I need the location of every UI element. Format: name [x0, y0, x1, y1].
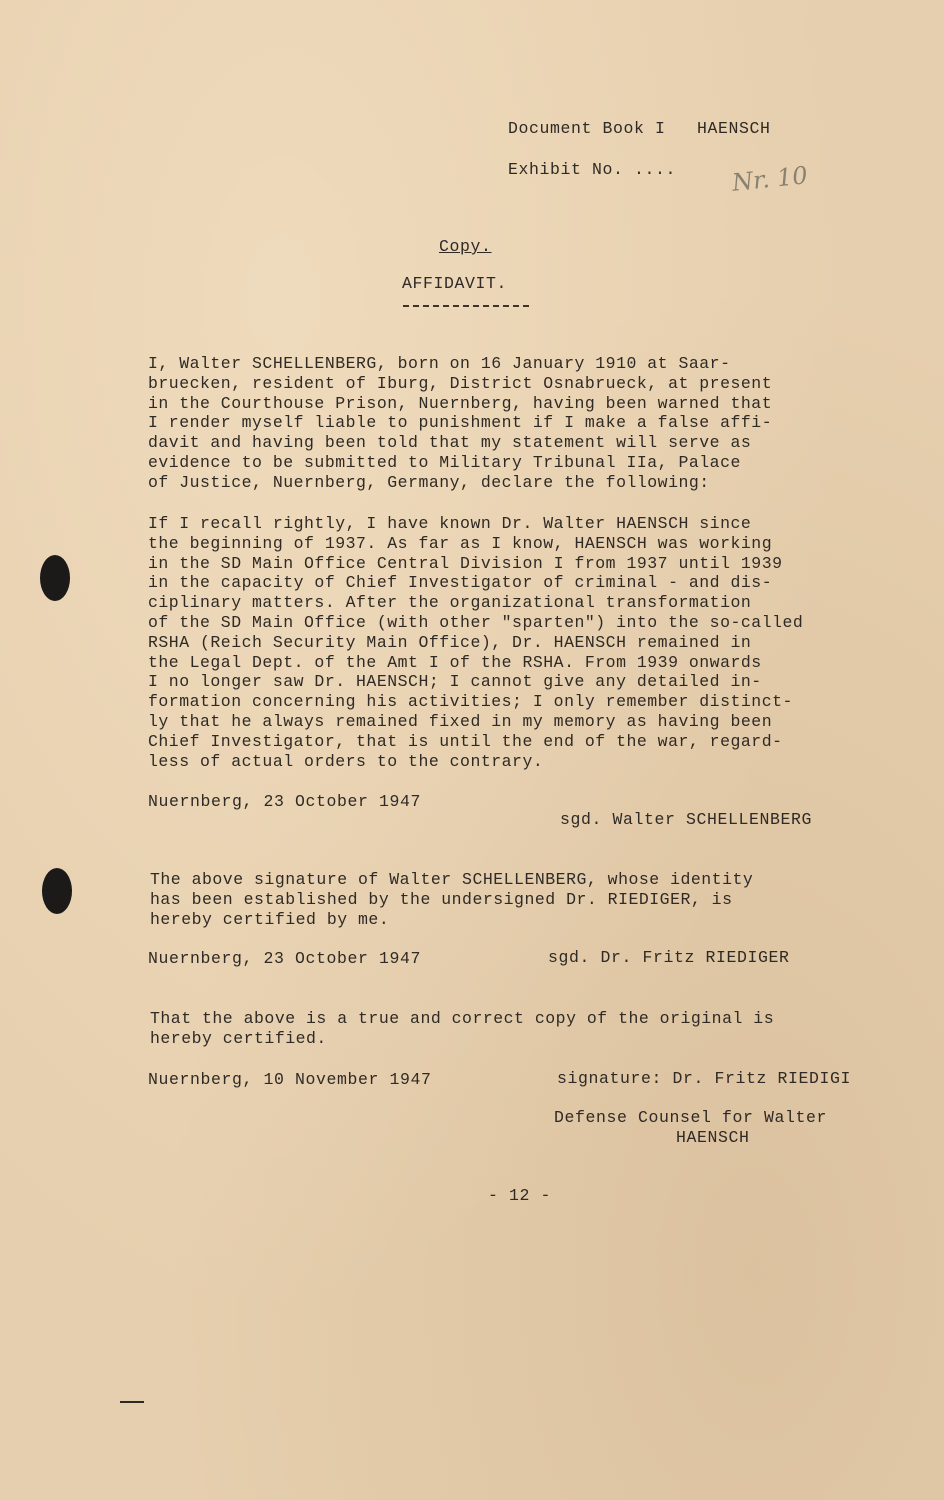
affidavit-heading: AFFIDAVIT. — [402, 274, 508, 293]
signature-riediger: sgd. Dr. Fritz RIEDIGER — [548, 948, 790, 967]
margin-mark — [120, 1401, 144, 1403]
handwritten-exhibit-number: Nr. 10 — [730, 161, 809, 197]
exhibit-number-label: Exhibit No. .... — [508, 160, 677, 179]
punch-hole-lower — [42, 868, 72, 914]
signature-schellenberg: sgd. Walter SCHELLENBERG — [560, 810, 813, 829]
heading-divider — [403, 305, 529, 307]
intro-paragraph: I, Walter SCHELLENBERG, born on 16 January 1910 at Saar- bruecken, resident of Iburg, District Osnabrueck, at present in the Courthouse Prison, Nuernberg, having been warned that I render myself liable to punishment if I make a false affi- davit and having been told that my statement will serve as evidence to be submitted to Military Tribunal IIa, Palace of Justice, Nuernberg, Germany, declare the following: — [148, 354, 773, 492]
certification-paragraph-2: That the above is a true and correct copy of the original is hereby certified. — [150, 1009, 775, 1048]
page-number: - 12 - — [488, 1186, 552, 1205]
date-line-1: Nuernberg, 23 October 1947 — [148, 792, 422, 811]
punch-hole-upper — [40, 555, 70, 601]
defense-counsel-line-2: HAENSCH — [676, 1128, 750, 1147]
copy-heading: Copy. — [439, 237, 492, 256]
certification-paragraph-1: The above signature of Walter SCHELLENBERG, whose identity has been established by the undersigned Dr. RIEDIGER, is hereby certified by me. — [150, 870, 754, 929]
date-line-2: Nuernberg, 23 October 1947 — [148, 949, 422, 968]
defense-counsel-line-1: Defense Counsel for Walter — [554, 1108, 828, 1127]
signature-riediger-copy: signature: Dr. Fritz RIEDIGI — [557, 1069, 852, 1088]
document-book-label: Document Book I HAENSCH — [508, 119, 771, 138]
date-line-3: Nuernberg, 10 November 1947 — [148, 1070, 432, 1089]
testimony-paragraph: If I recall rightly, I have known Dr. Walter HAENSCH since the beginning of 1937. As far as I know, HAENSCH was working in the SD Main Office Central Division I from 1937 until 1939 in the capacity of Chief Investigator of criminal - and dis- ciplinary matters. After the organizational transformation of the SD Main Office (with other "sparten") into the so-called RSHA (Reich Security Main Office), Dr. HAENSCH remained in the Legal Dept. of the Amt I of the RSHA. From 1939 onwards I no longer saw Dr. HAENSCH; I cannot give any detailed in- formation concerning his activities; I only remember distinct- ly that he always remained fixed in my memory as having been Chief Investigator, that is until the end of the war, regard- less of actual orders to the contrary. — [148, 514, 804, 771]
